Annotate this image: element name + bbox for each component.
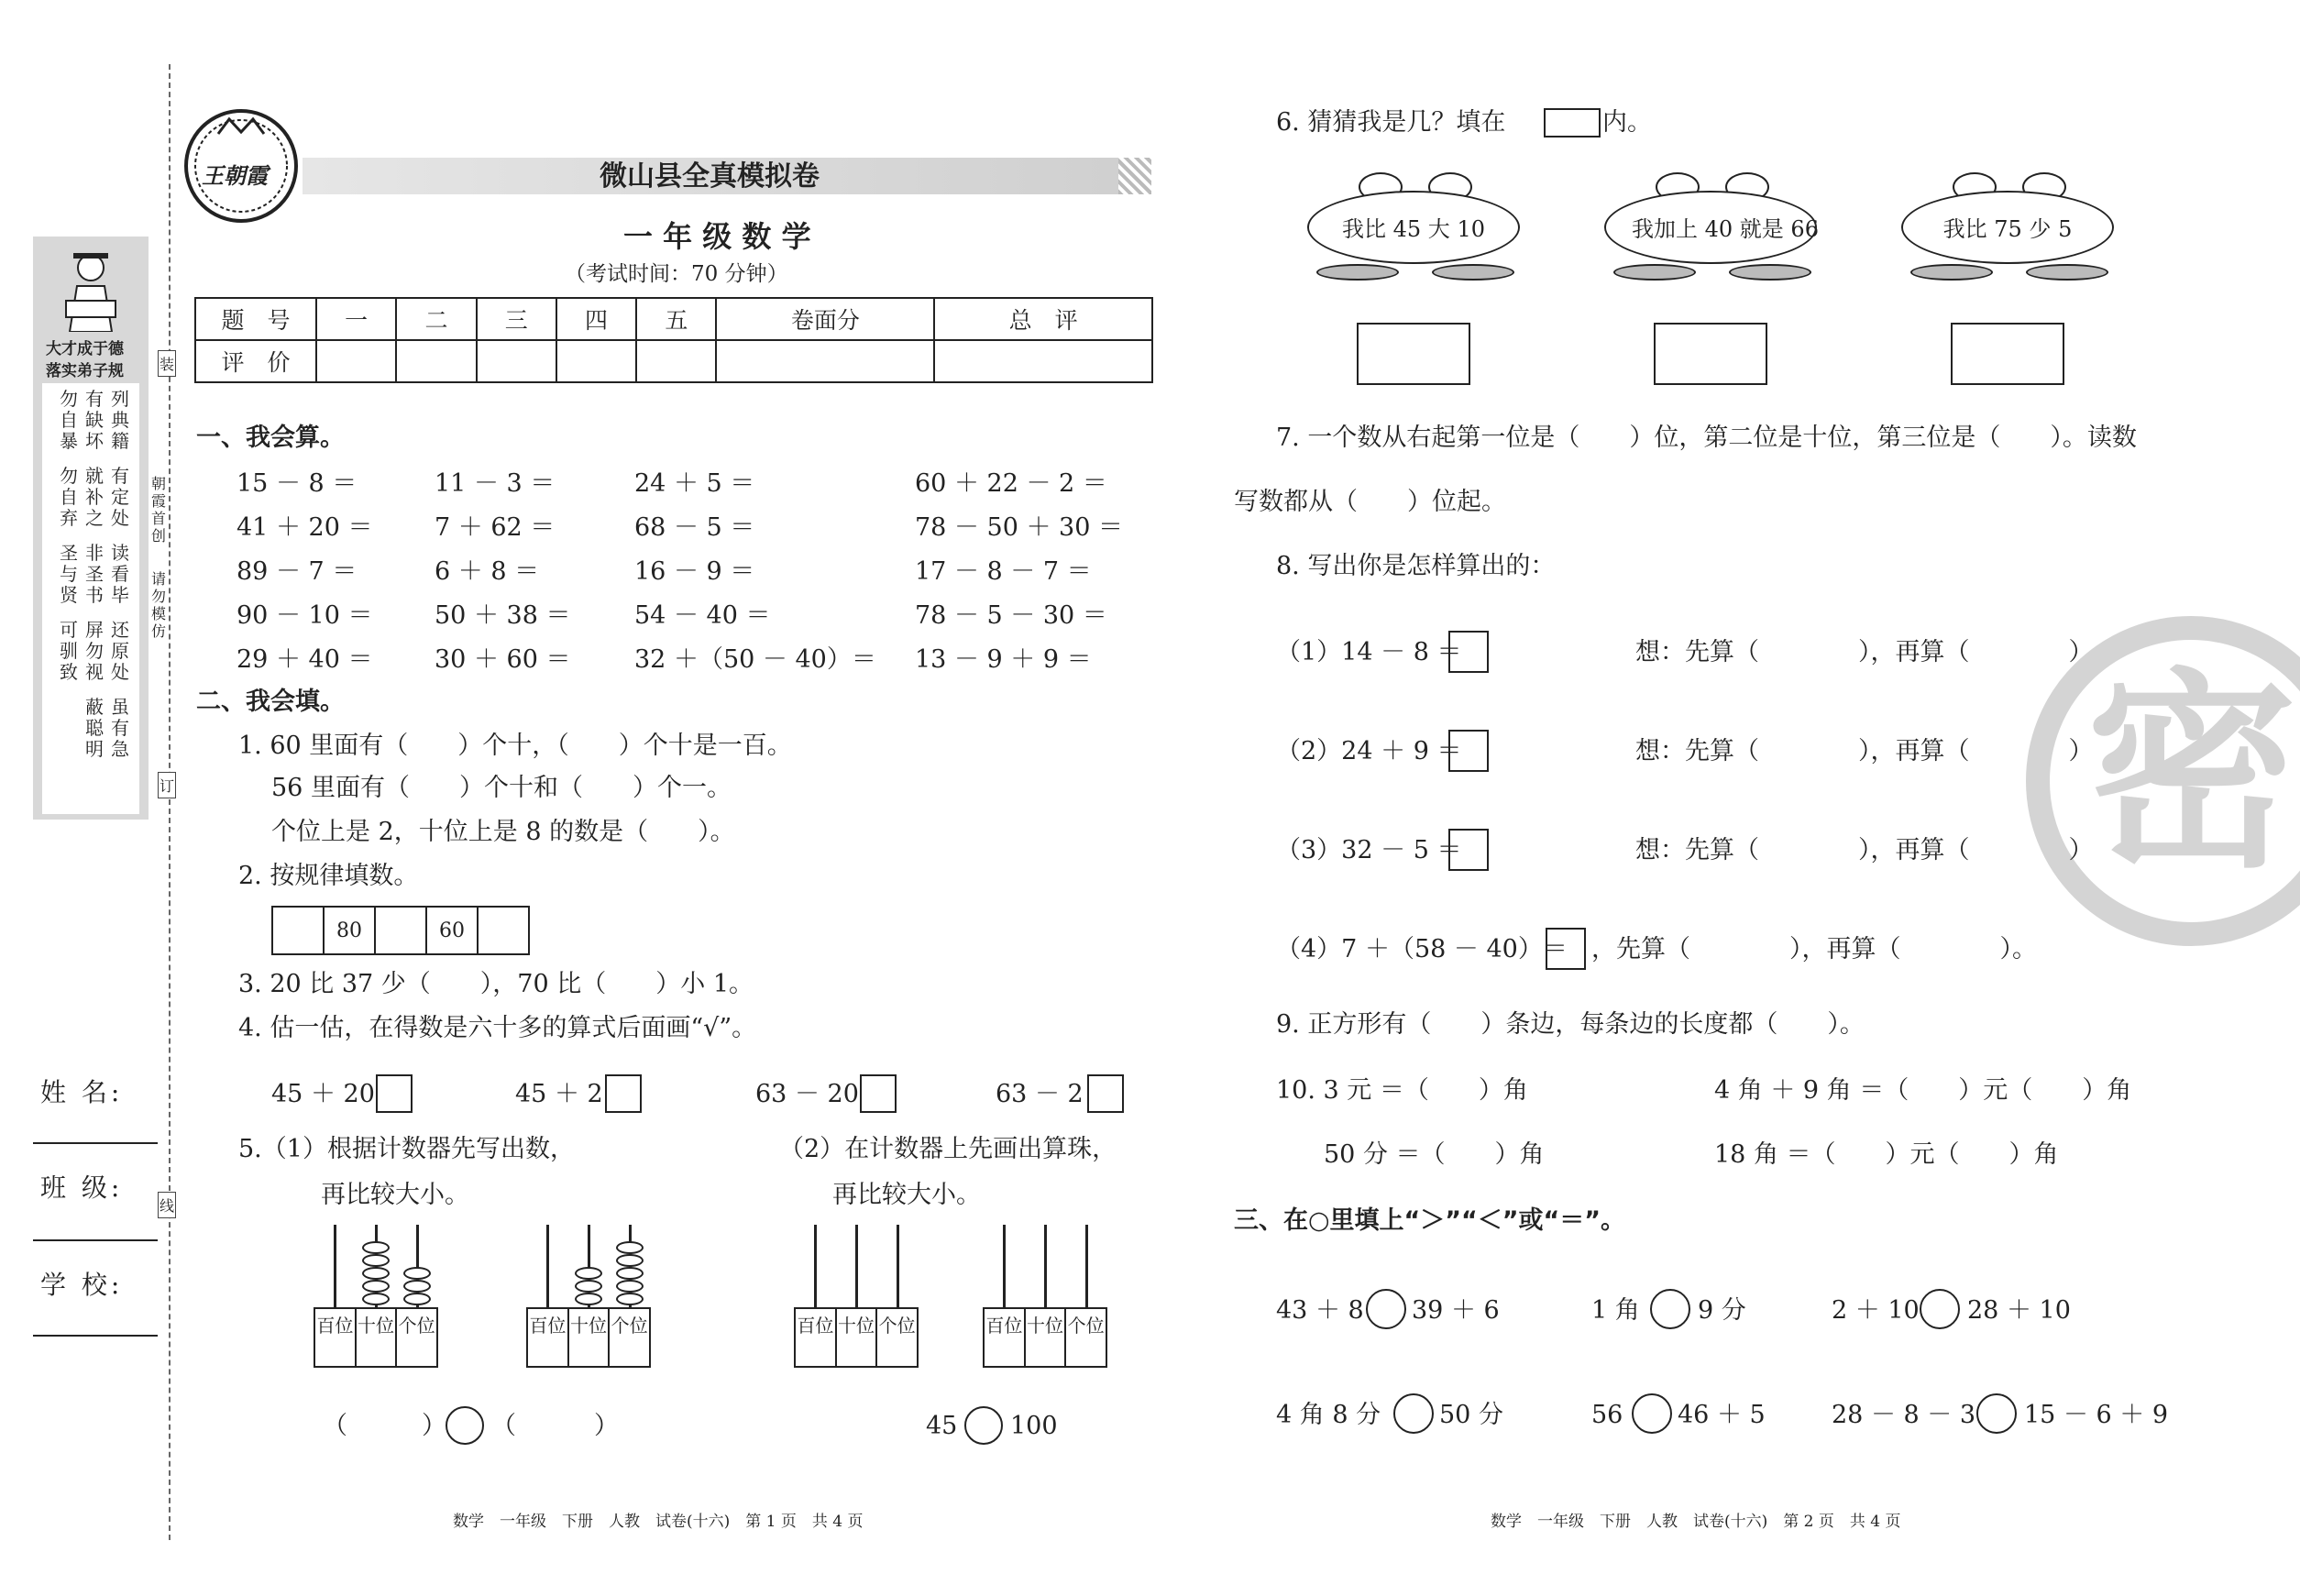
calc-expression: 30 ＋ 60 ＝ [435,645,571,674]
compare-circle[interactable] [1920,1289,1960,1329]
q6-end: 内。 [1602,108,1652,137]
q9: 9. 正方形有（ ）条边，每条边的长度都（ ）。 [1276,1010,1865,1039]
abacus-base [314,1307,438,1368]
calc-expression: 78 － 5 － 30 ＝ [915,601,1107,630]
section-1-title: 一、我会算。 [196,424,345,452]
calc-expression: 29 ＋ 40 ＝ [237,645,373,674]
exam-name: 微山县全真模拟卷 [600,160,820,193]
abacus-bead [362,1241,390,1254]
abacus-bead [575,1280,602,1293]
q5-part2-line2: 再比较大小。 [832,1181,981,1209]
seq-cell[interactable] [478,907,529,954]
score-cell[interactable] [716,340,934,382]
answer-box[interactable] [1654,323,1767,385]
ribbon-pattern [1118,158,1151,194]
compare-circle[interactable] [446,1406,484,1445]
riddle-text: 我加上 40 就是 66 [1632,216,1819,242]
answer-box[interactable] [1951,323,2064,385]
seal-mark-1: 装 [158,350,176,377]
calc-expression: 7 ＋ 62 ＝ [435,513,556,542]
estimate-item: 45 ＋ 20 [271,1080,375,1108]
answer-box[interactable] [1357,323,1470,385]
abacus-rod[interactable] [897,1225,899,1307]
q10-c: 50 分 ＝（ ）角 [1324,1140,1545,1169]
abacus-place-label: 十位 [357,1309,398,1366]
compare-circle[interactable] [1650,1289,1690,1329]
cloud-foot-right [1432,264,1514,281]
q8-expr: （1）14 － 8 ＝ [1276,638,1462,666]
class-line[interactable] [33,1239,158,1241]
abacus-bead [362,1280,390,1293]
abacus-rod[interactable] [855,1225,858,1307]
abacus-place-label: 个位 [611,1315,648,1337]
footer-right: 数学 一年级 下册 人教 试卷(十六) 第 2 页 共 4 页 [1491,1513,1901,1531]
compare-close-paren: ） [422,1412,446,1440]
score-header: 卷面分 [716,298,934,340]
abacus-bead [616,1280,644,1293]
binding-line [169,64,171,1540]
compare-right: 50 分 [1439,1401,1503,1429]
section-3-title: 三、在○里填上“＞”“＜”或“＝”。 [1234,1206,1626,1235]
abacus-bead [575,1293,602,1305]
abacus-place-label: 百位 [796,1309,837,1366]
rule-col: 屏勿视 [85,619,104,683]
q7-line2: 写数都从（ ）位起。 [1234,488,1506,516]
abacus-bead [616,1254,644,1267]
compare-right: 15 － 6 ＋ 9 [2024,1401,2169,1429]
check-box[interactable] [1087,1074,1124,1113]
rule-col: 有缺坏 [85,388,104,452]
compare-right-value: 100 [1010,1412,1058,1440]
q5-part1-line2: 再比较大小。 [321,1181,469,1209]
q5-part2-line1: （2）在计数器上先画出算珠， [779,1135,1117,1163]
compare-circle[interactable] [1366,1289,1406,1329]
q5-part1-line1: 5.（1）根据计数器先写出数， [238,1135,575,1163]
abacus-base [983,1307,1107,1368]
compare-left: 2 ＋ 10 [1832,1296,1920,1325]
abacus-place-label: 个位 [878,1315,916,1337]
calc-expression: 6 ＋ 8 ＝ [435,557,540,586]
abacus-bead [616,1267,644,1280]
brand-logo [182,106,301,226]
rule-col: 就补之 [85,465,104,529]
compare-close-paren-2: ） [594,1412,619,1440]
rule-col: 可驯致 [60,619,78,683]
q10-d: 18 角 ＝（ ）元（ ）角 [1714,1140,2059,1169]
abacus-base [526,1307,651,1368]
calc-expression: 13 － 9 ＋ 9 ＝ [915,645,1092,674]
rule-col: 勿自暴 [60,388,78,452]
subject-title: 一 年 级 数 学 [623,219,811,254]
rule-col: 有定处 [111,465,129,529]
watermark-glyph: 密 [2086,649,2298,897]
abacus-rod[interactable] [1003,1225,1006,1307]
compare-circle[interactable] [1393,1393,1434,1434]
riddle-text: 我比 75 少 5 [1942,216,2073,242]
answer-box[interactable] [1448,631,1489,673]
calc-expression: 78 － 50 ＋ 30 ＝ [915,513,1123,542]
compare-left: 4 角 8 分 [1276,1401,1381,1429]
compare-circle[interactable] [964,1406,1003,1445]
compare-left: 1 角 [1591,1296,1640,1325]
calc-expression: 32 ＋（50 － 40）＝ [634,645,876,674]
q8-think: 想：先算（ ），再算（ ） [1635,836,2094,864]
estimate-item: 45 ＋ 2 [515,1080,603,1108]
score-cell[interactable] [396,340,476,382]
q1-b: 56 里面有（ ）个十和（ ）个一。 [271,774,732,802]
calc-expression: 11 － 3 ＝ [435,469,556,498]
calc-expression: 16 － 9 ＝ [634,557,755,586]
compare-left: 43 ＋ 8 [1276,1296,1364,1325]
rule-col: 还原处 [111,619,129,683]
answer-box[interactable] [1546,928,1586,970]
q8-think: 想：先算（ ），再算（ ） [1635,737,2094,765]
rule-col [110,757,130,778]
compare-circle[interactable] [1976,1393,2017,1434]
class-label: 班 级: [40,1172,124,1203]
abacus-bead [616,1241,644,1254]
abacus-bead [362,1267,390,1280]
seal-mark-2: 订 [158,772,176,798]
seq-cell: 80 [324,907,375,954]
score-header: 三 [477,298,556,340]
q1-c: 个位上是 2，十位上是 8 的数是（ ）。 [271,818,735,846]
abacus-rod[interactable] [1044,1225,1047,1307]
q2: 2. 按规律填数。 [238,862,419,890]
abacus-bead [403,1280,431,1293]
sequence-boxes [271,906,530,955]
rule-col: 蔽聪明 [85,696,104,760]
seal-mark-3: 线 [158,1192,176,1218]
score-header: 总 评 [934,298,1152,340]
school-label: 学 校: [40,1270,124,1300]
q10-b: 4 角 ＋ 9 角 ＝（ ）元（ ）角 [1714,1076,2132,1105]
school-line[interactable] [33,1335,158,1337]
section-2-title: 二、我会填。 [196,688,345,716]
score-cell[interactable] [934,340,1152,382]
q6-inline-box [1544,108,1601,138]
calc-expression: 54 － 40 ＝ [634,601,771,630]
score-header: 四 [556,298,636,340]
calc-expression: 60 ＋ 22 － 2 ＝ [915,469,1107,498]
compare-right: 28 ＋ 10 [1967,1296,2071,1325]
q1-a: 1. 60 里面有（ ）个十，（ ）个十是一百。 [238,732,792,760]
abacus-place-label: 十位 [1026,1309,1067,1366]
q6: 6. 猜猜我是几？填在 [1276,108,1506,137]
rule-col: 读看毕 [111,542,129,606]
q8-expr: （2）24 ＋ 9 ＝ [1276,737,1462,765]
q8-think: 想：先算（ ），再算（ ） [1635,638,2094,666]
score-header: 二 [396,298,476,340]
sidebar-slogan-2: 落实弟子规 [46,362,124,380]
score-header: 一 [316,298,396,340]
calc-expression: 90 － 10 ＝ [237,601,373,630]
side-note-2: 请勿模仿 [150,570,166,640]
q8-4-expr: （4）7 ＋（58 － 40）＝ [1276,935,1568,963]
compare-circle[interactable] [1632,1393,1672,1434]
calc-expression: 41 ＋ 20 ＝ [237,513,373,542]
rule-col: 非圣书 [85,542,104,606]
score-cell[interactable] [556,340,636,382]
exam-time: （考试时间：70 分钟） [565,262,788,286]
rule-col: 勿自弃 [60,465,78,529]
sidebar-panel [33,237,149,820]
abacus-place-label: 百位 [315,1309,357,1366]
abacus-place-label: 个位 [398,1315,435,1337]
rule-col: 列典籍 [111,388,129,452]
check-box[interactable] [376,1074,413,1113]
score-header: 题 号 [195,298,316,340]
q4: 4. 估一估，在得数是六十多的算式后面画“√”。 [238,1014,757,1042]
score-cell[interactable] [477,340,556,382]
calc-expression: 24 ＋ 5 ＝ [634,469,755,498]
q8: 8. 写出你是怎样算出的： [1276,552,1556,580]
side-note-1: 朝霞首创 [150,475,166,545]
score-table [194,297,1153,383]
sidebar-slogan-1: 大才成于德 [46,340,124,358]
answer-box[interactable] [1448,829,1489,871]
calc-expression: 15 － 8 ＝ [237,469,358,498]
cloud-foot-left [1316,264,1399,281]
cloud-foot-left [1613,264,1696,281]
rule-col: 圣与贤 [60,542,78,606]
scholar-icon [61,248,121,332]
cloud-foot-right [1729,264,1811,281]
q8-4-rest: ，先算（ ），再算（ ）。 [1591,935,2037,963]
cloud-foot-left [1910,264,1993,281]
compare-left: 28 － 8 － 3 [1832,1401,1976,1429]
abacus-rod[interactable] [546,1225,549,1307]
cloud-foot-right [2026,264,2108,281]
compare-left: 56 [1591,1401,1623,1429]
calc-expression: 89 － 7 ＝ [237,557,358,586]
abacus-place-label: 十位 [569,1309,611,1366]
seq-cell[interactable] [272,907,324,954]
compare-right: 9 分 [1698,1296,1746,1325]
abacus-bead [403,1267,431,1280]
abacus-base [794,1307,919,1368]
abacus-bead [575,1267,602,1280]
sidebar-rules [42,383,139,814]
abacus-rod[interactable] [814,1225,817,1307]
abacus-rod[interactable] [1085,1225,1088,1307]
abacus-place-label: 个位 [1067,1315,1105,1337]
abacus-place-label: 百位 [528,1309,569,1366]
score-cell[interactable] [636,340,716,382]
abacus-bead [362,1293,390,1305]
riddle-text: 我比 45 大 10 [1342,216,1485,242]
name-label: 姓 名: [40,1077,124,1107]
seq-cell[interactable] [375,907,426,954]
compare-open-paren-2: （ [491,1412,516,1440]
abacus-place-label: 百位 [985,1309,1026,1366]
score-cell[interactable] [316,340,396,382]
score-row-label: 评 价 [195,340,316,382]
compare-right: 46 ＋ 5 [1678,1401,1766,1429]
q3: 3. 20 比 37 少（ ），70 比（ ）小 1。 [238,970,754,998]
rule-col [84,757,105,778]
calc-expression: 68 － 5 ＝ [634,513,755,542]
brand-name: 王朝霞 [202,162,268,189]
q10-a: 10. 3 元 ＝（ ）角 [1276,1076,1528,1105]
abacus-rod[interactable] [334,1225,336,1307]
rule-col: 虽有急 [111,696,129,760]
check-box[interactable] [860,1074,897,1113]
calc-expression: 17 － 8 － 7 ＝ [915,557,1092,586]
abacus-bead [362,1254,390,1267]
abacus-bead [403,1293,431,1305]
compare-left-value: 45 [926,1412,958,1440]
footer-left: 数学 一年级 下册 人教 试卷(十六) 第 1 页 共 4 页 [453,1513,864,1531]
answer-box[interactable] [1448,730,1489,772]
score-header: 五 [636,298,716,340]
name-line[interactable] [33,1142,158,1144]
check-box[interactable] [605,1074,642,1113]
estimate-item: 63 － 2 [996,1080,1084,1108]
q7-line1: 7. 一个数从右起第一位是（ ）位，第二位是十位，第三位是（ ）。读数 [1276,424,2137,452]
compare-right: 39 ＋ 6 [1412,1296,1500,1325]
estimate-item: 63 － 20 [755,1080,859,1108]
seq-cell: 60 [426,907,478,954]
abacus-place-label: 十位 [837,1309,878,1366]
q8-expr: （3）32 － 5 ＝ [1276,836,1462,864]
abacus-bead [616,1293,644,1305]
calc-expression: 50 ＋ 38 ＝ [435,601,571,630]
compare-open-paren: （ [323,1412,347,1440]
